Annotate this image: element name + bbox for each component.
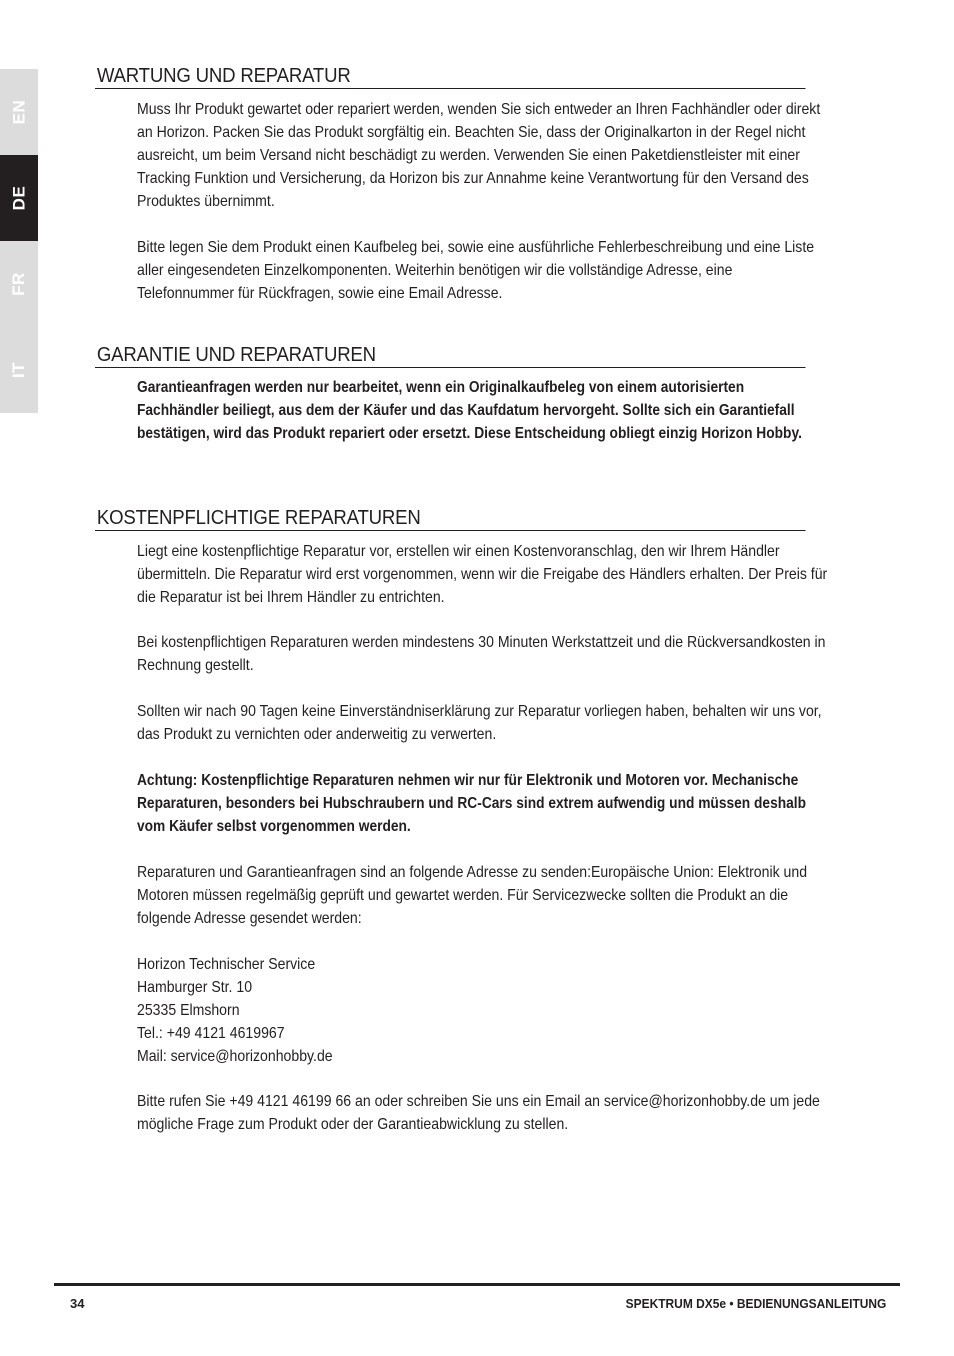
heading-wartung: WARTUNG UND REPARATUR: [95, 64, 806, 89]
address-phone: Tel.: +49 4121 4619967: [137, 1025, 285, 1042]
paragraph-kosten-3: Sollten wir nach 90 Tagen keine Einverständniserklärung zur Reparatur vorliegen haben, behalten wir uns vor, das Produkt zu vernichten oder anderweitig zu verwerten.: [137, 703, 822, 743]
page-number: 34: [70, 1296, 85, 1311]
address-email: Mail: service@horizonhobby.de: [137, 1048, 333, 1065]
heading-garantie: GARANTIE UND REPARATUREN: [95, 343, 806, 368]
lang-tab-fr[interactable]: [0, 241, 38, 327]
lang-tab-it-label: IT: [8, 361, 28, 379]
lang-tab-de[interactable]: [0, 155, 38, 241]
lang-tab-fr-label: FR: [8, 272, 28, 296]
language-tabs: [0, 69, 38, 413]
paragraph-wartung-2: Bitte legen Sie dem Produkt einen Kaufbeleg bei, sowie eine ausführliche Fehlerbeschreibung und eine Liste aller eingesendeten Einzelkomponenten. Weiterhin benötigen wir die vollständige Adresse, eine Telefonnummer für Rückfragen, sowie eine Email Adresse.: [137, 239, 815, 302]
lang-tab-en-label: EN: [9, 99, 28, 125]
paragraph-kosten-warning: Achtung: Kostenpflichtige Reparaturen nehmen wir nur für Elektronik und Motoren vor. Mechanische Reparaturen, besonders bei Hubschraubern und RC-Cars sind extrem aufwendig und müssen deshalb vom Käufer selbst vorgenommen werden.: [137, 772, 807, 835]
paragraph-kosten-5: Reparaturen und Garantieanfragen sind an folgende Adresse zu senden:Europäische Union: Elektronik und Motoren müssen regelmäßig geprüft und gewartet werden. Für Servicezwecke sollten die Produkt an die folgende Adresse gesendet werden:: [137, 864, 808, 927]
paragraph-kosten-2: Bei kostenpflichtigen Reparaturen werden mindestens 30 Minuten Werkstattzeit und die Rückversandkosten in Rechnung gestellt.: [137, 634, 826, 674]
lang-tab-en[interactable]: [0, 69, 38, 155]
lang-tab-de-label: DE: [9, 185, 28, 211]
heading-kosten: KOSTENPFLICHTIGE REPARATUREN: [95, 506, 806, 531]
paragraph-kosten-1: Liegt eine kostenpflichtige Reparatur vor, erstellen wir einen Kostenvoranschlag, den wir Ihrem Händler übermitteln. Die Reparatur wird erst vorgenommen, wenn wir die Freigabe des Händlers erhalten. Der Preis für die Reparatur ist bei Ihrem Händler zu entrichten.: [137, 543, 828, 606]
lang-tab-it[interactable]: [0, 327, 38, 413]
paragraph-kosten-6: Bitte rufen Sie +49 4121 46199 66 an oder schreiben Sie uns ein Email an service@horizonhobby.de um jede mögliche Frage zum Produkt oder der Garantieabwicklung zu stellen.: [137, 1093, 820, 1133]
paragraph-garantie-1: Garantieanfragen werden nur bearbeitet, wenn ein Originalkaufbeleg von einem autorisierten Fachhändler beiliegt, aus dem der Käufer und das Kaufdatum hervorgeht. Sollte sich ein Garantiefall bestätigen, wird das Produkt repariert oder ersetzt. Diese Entscheidung obliegt einzig Horizon Hobby.: [137, 379, 802, 442]
footer-divider: [54, 1283, 900, 1286]
address-company: Horizon Technischer Service: [137, 956, 316, 973]
paragraph-wartung-1: Muss Ihr Produkt gewartet oder repariert werden, wenden Sie sich entweder an Ihren Fachhändler oder direkt an Horizon. Packen Sie das Produkt sorgfältig ein. Beachten Sie, dass der Originalkarton in der Regel nicht ausreicht, um beim Versand nicht beschädigt zu werden. Verwenden Sie einen Paketdienstleister mit einer Tracking Funktion und Versicherung, da Horizon bis zur Annahme keine Verantwortung für den Versand des Produktes übernimmt.: [137, 101, 821, 210]
service-address: [137, 953, 832, 1068]
footer-title: SPEKTRUM DX5e • BEDIENUNGSANLEITUNG: [625, 1296, 886, 1311]
address-city: 25335 Elmshorn: [137, 1002, 240, 1019]
address-street: Hamburger Str. 10: [137, 979, 253, 996]
